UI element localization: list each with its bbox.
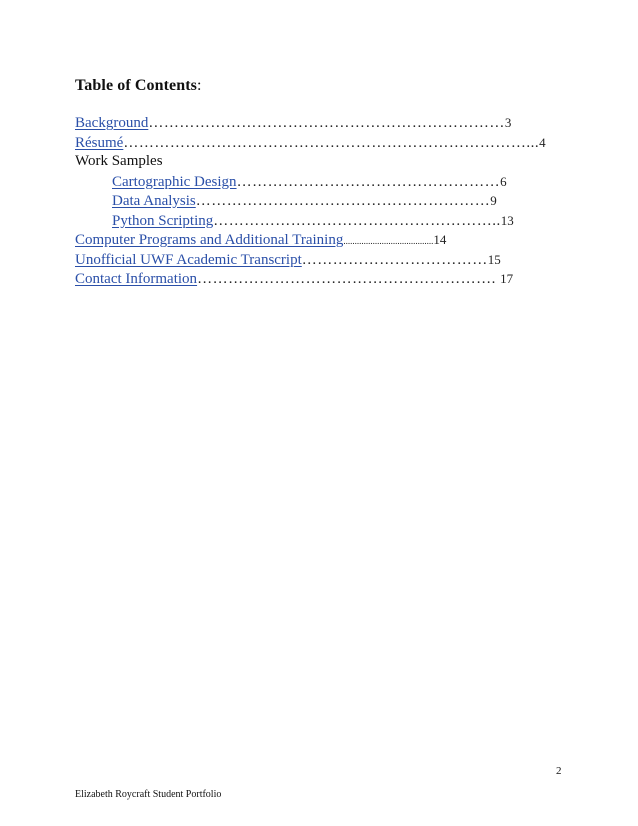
footer-portfolio-text: Elizabeth Roycraft Student Portfolio [75,789,222,800]
toc-heading-work-samples: Work Samples [75,153,163,169]
toc-link-data-analysis[interactable]: Data Analysis [112,193,196,209]
toc-leader: ........................................ [343,236,434,246]
toc-link-computer-programs[interactable]: Computer Programs and Additional Training [75,232,344,248]
toc-list [75,113,555,289]
toc-leader: …………………………………………………. [197,271,501,287]
toc-entry-background [75,113,555,133]
toc-leader: …………………………………………………………… [148,115,505,131]
toc-link-cartographic-design[interactable]: Cartographic Design [112,173,237,190]
toc-leader: ……………………………………………………………………... [123,134,540,151]
toc-entry-academic-transcript [75,250,555,270]
toc-title-colon: : [197,77,202,94]
toc-page-number: 17 [500,271,514,286]
toc-title [75,77,202,95]
toc-entry-python-scripting [75,211,555,231]
toc-page-number: 9 [490,193,497,208]
toc-entry-contact-information [75,269,555,289]
toc-page-number: 14 [433,232,447,247]
toc-link-contact-information[interactable]: Contact Information [75,271,198,287]
toc-link-academic-transcript[interactable]: Unofficial UWF Academic Transcript [75,251,302,268]
toc-entry-cartographic-design [75,172,555,192]
toc-link-resume[interactable]: Résumé [75,134,124,151]
toc-leader: ………………………………………………… [195,193,491,209]
toc-entry-computer-programs [75,230,555,250]
toc-page-number: 15 [487,251,501,267]
toc-page-number: 6 [500,173,507,189]
toc-page-number: 13 [500,212,514,228]
toc-entry-resume [75,133,555,153]
toc-link-background[interactable]: Background [75,115,149,131]
toc-entry-data-analysis [75,191,555,211]
page-number: 2 [556,765,562,777]
toc-page-number: 4 [539,134,546,150]
toc-leader: ……………………………………………….. [213,212,501,229]
toc-leader: ……………………………… [301,251,488,268]
toc-page-number: 3 [504,115,512,130]
toc-link-python-scripting[interactable]: Python Scripting [112,212,214,229]
toc-entry-work-samples [75,152,555,172]
toc-leader: …………………………………………… [236,173,501,190]
toc-title-text: Table of Contents [75,77,198,94]
